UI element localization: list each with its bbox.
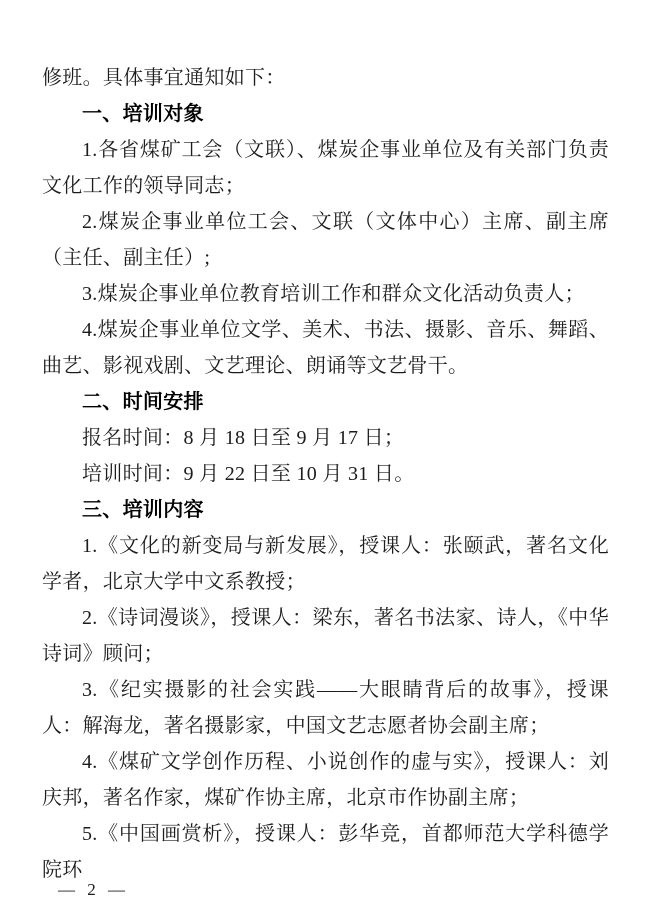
page-number: — 2 — <box>58 880 129 899</box>
document-body <box>42 60 609 888</box>
section-heading-training-targets: 一、培训对象 <box>82 103 204 125</box>
paragraph-training-time: 培训时间：9 月 22 日至 10 月 31 日。 <box>82 463 415 485</box>
paragraph-course-item-2: 2.《诗词漫谈》，授课人：梁东，著名书法家、诗人，《中华诗词》顾问； <box>42 607 609 665</box>
paragraph-course-item-5: 5.《中国画赏析》，授课人：彭华竞，首都师范大学科德学院环 <box>42 823 609 881</box>
section-heading-training-content: 三、培训内容 <box>82 499 204 521</box>
section-heading-schedule: 二、时间安排 <box>82 391 204 413</box>
paragraph-course-item-4: 4.《煤矿文学创作历程、小说创作的虚与实》，授课人：刘庆邦，著名作家，煤矿作协主席，北京市作协副主席； <box>42 751 609 809</box>
paragraph-course-item-1: 1.《文化的新变局与新发展》，授课人：张颐武，著名文化学者，北京大学中文系教授； <box>42 535 609 593</box>
paragraph-target-item-1: 1.各省煤矿工会（文联）、煤炭企事业单位及有关部门负责文化工作的领导同志； <box>42 139 609 197</box>
continuation-paragraph: 修班。具体事宜通知如下： <box>42 67 286 89</box>
paragraph-course-item-3: 3.《纪实摄影的社会实践——大眼睛背后的故事》，授课人：解海龙，著名摄影家，中国文艺志愿者协会副主席； <box>42 679 609 737</box>
paragraph-registration-time: 报名时间：8 月 18 日至 9 月 17 日； <box>82 427 405 449</box>
paragraph-target-item-3: 3.煤炭企事业单位教育培训工作和群众文化活动负责人； <box>82 283 585 305</box>
paragraph-target-item-4: 4.煤炭企事业单位文学、美术、书法、摄影、音乐、舞蹈、曲艺、影视戏剧、文艺理论、朗诵等文艺骨干。 <box>42 319 609 377</box>
paragraph-target-item-2: 2.煤炭企事业单位工会、文联（文体中心）主席、副主席（主任、副主任）; <box>42 211 609 269</box>
